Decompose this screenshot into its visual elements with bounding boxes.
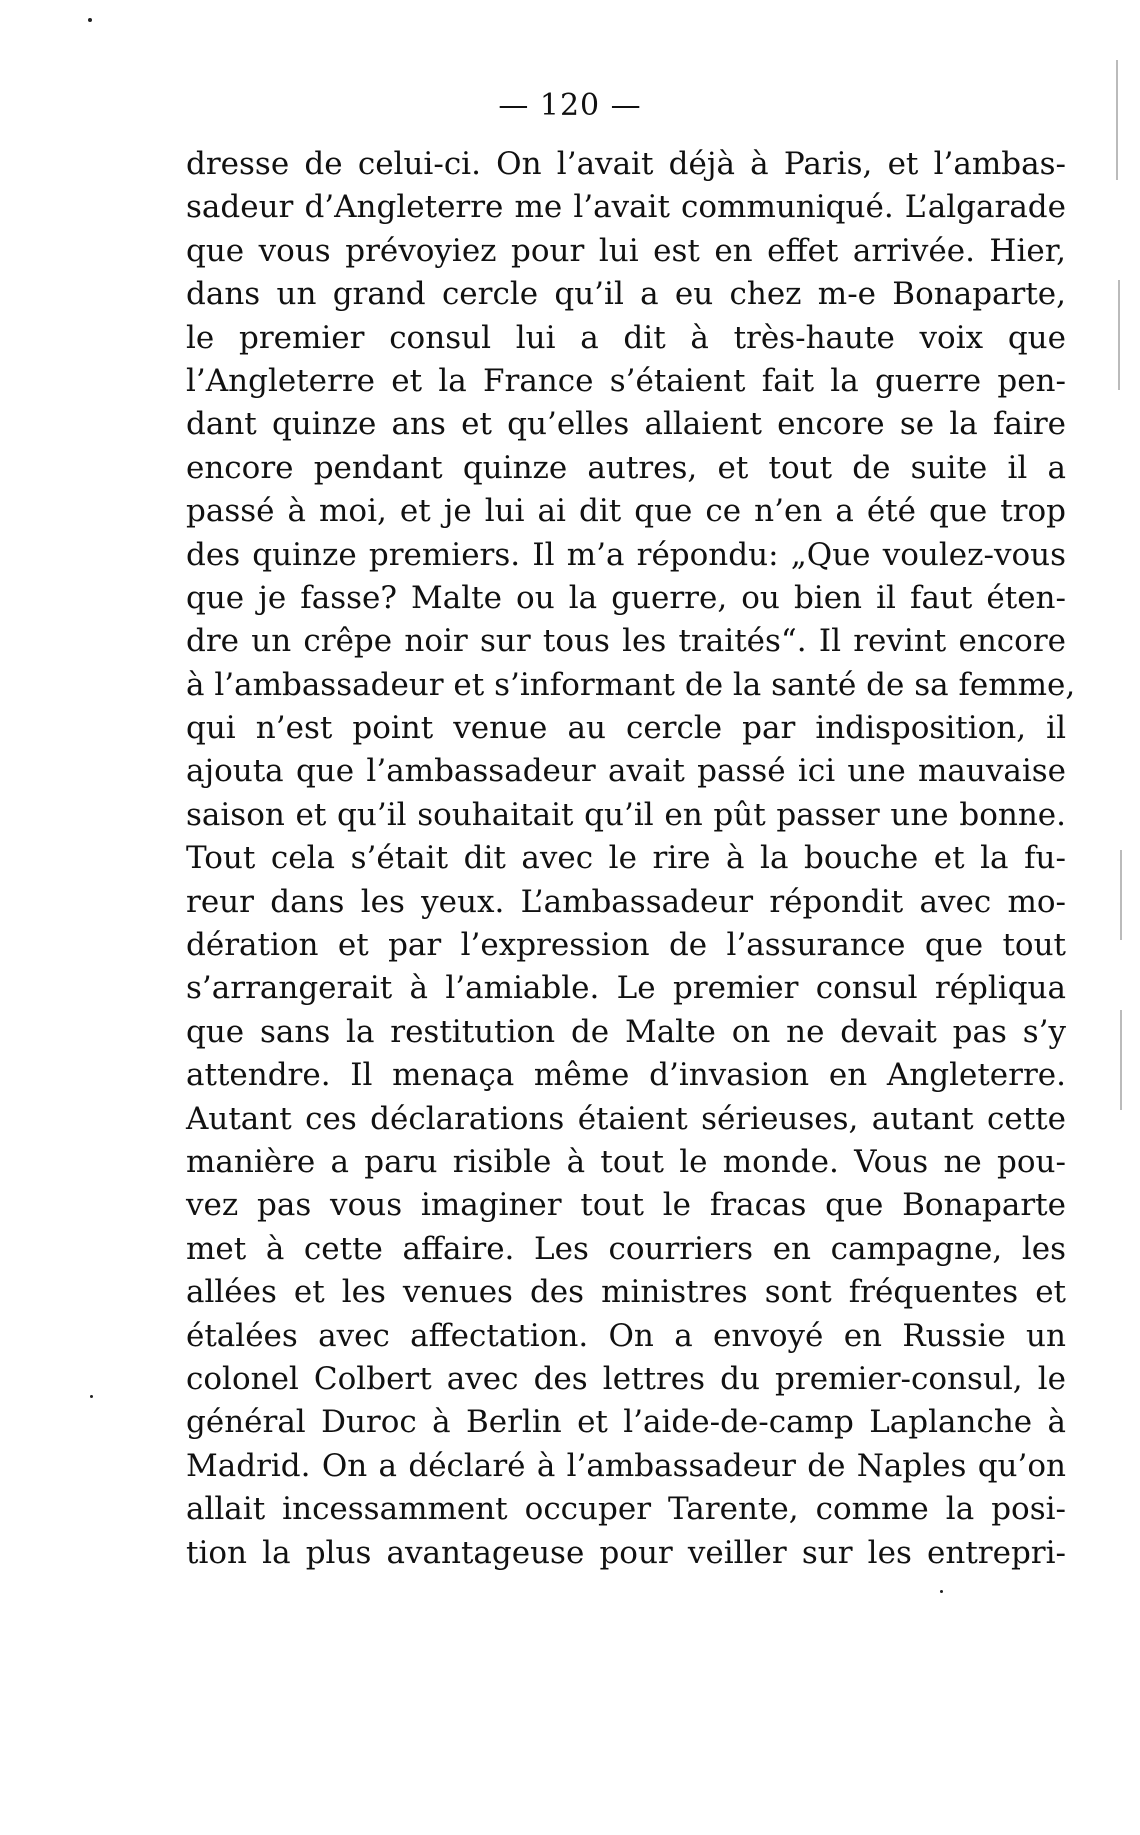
text-line: étalées avec affectation. On a envoyé en Russie un	[186, 1317, 1066, 1354]
text-line: encore pendant quinze autres, et tout de suite il a	[186, 449, 1066, 486]
scan-speck	[940, 1590, 943, 1593]
text-line: Autant ces déclarations étaient sérieuses, autant cette	[186, 1100, 1066, 1137]
text-line: dans un grand cercle qu’il a eu chez m-e Bonaparte,	[186, 276, 1066, 313]
text-line: dération et par l’expression de l’assurance que tout	[186, 927, 1066, 964]
text-line: tion la plus avantageuse pour veiller sur les entrepri-	[186, 1534, 1066, 1571]
text-line: dant quinze ans et qu’elles allaient encore se la faire	[186, 406, 1066, 443]
text-line: général Duroc à Berlin et l’aide-de-camp Laplanche à	[186, 1404, 1066, 1441]
scan-speck	[90, 1395, 93, 1398]
text-line: Tout cela s’était dit avec le rire à la bouche et la fu-	[186, 840, 1066, 877]
text-line: allées et les venues des ministres sont fréquentes et	[186, 1274, 1066, 1311]
body-text	[186, 143, 1076, 1575]
page-number: — 120 —	[498, 88, 642, 123]
text-line: saison et qu’il souhaitait qu’il en pût passer une bonne.	[186, 796, 1066, 833]
text-line: passé à moi, et je lui ai dit que ce n’en a été que trop	[186, 493, 1066, 530]
text-line: que je fasse? Malte ou la guerre, ou bien il faut éten-	[186, 579, 1066, 616]
text-line: s’arrangerait à l’amiable. Le premier consul répliqua	[186, 970, 1066, 1007]
text-line: que sans la restitution de Malte on ne devait pas s’y	[186, 1013, 1066, 1050]
page-edge-mark	[1120, 850, 1122, 940]
text-line: vez pas vous imaginer tout le fracas que Bonaparte	[186, 1187, 1066, 1224]
text-line: Madrid. On a déclaré à l’ambassadeur de Naples qu’on	[186, 1447, 1066, 1484]
text-line: des quinze premiers. Il m’a répondu: „Que voulez-vous	[186, 536, 1066, 573]
text-line: attendre. Il menaça même d’invasion en Angleterre.	[186, 1057, 1066, 1094]
text-line: sadeur d’Angleterre me l’avait communiqué. L’algarade	[186, 189, 1066, 226]
text-line: dre un crêpe noir sur tous les traités“. Il revint encore	[186, 623, 1066, 660]
text-line: manière a paru risible à tout le monde. Vous ne pou-	[186, 1143, 1066, 1180]
page-edge-mark	[1116, 60, 1118, 180]
text-line: met à cette affaire. Les courriers en campagne, les	[186, 1230, 1066, 1267]
text-line: reur dans les yeux. L’ambassadeur répondit avec mo-	[186, 883, 1066, 920]
text-line: à l’ambassadeur et s’informant de la santé de sa femme,	[186, 666, 1076, 703]
text-line: colonel Colbert avec des lettres du premier-consul, le	[186, 1360, 1066, 1397]
text-line: le premier consul lui a dit à très-haute voix que	[186, 319, 1066, 356]
text-line: qui n’est point venue au cercle par indisposition, il	[186, 710, 1066, 747]
text-line: ajouta que l’ambassadeur avait passé ici une mauvaise	[186, 753, 1066, 790]
text-line: l’Angleterre et la France s’étaient fait la guerre pen-	[186, 362, 1066, 399]
text-line: que vous prévoyiez pour lui est en effet arrivée. Hier,	[186, 232, 1066, 269]
scan-speck	[88, 18, 92, 22]
text-line: allait incessamment occuper Tarente, comme la posi-	[186, 1491, 1066, 1528]
page-edge-mark	[1120, 1010, 1122, 1110]
page-edge-mark	[1118, 280, 1120, 390]
text-line: dresse de celui-ci. On l’avait déjà à Paris, et l’ambas-	[186, 146, 1066, 182]
